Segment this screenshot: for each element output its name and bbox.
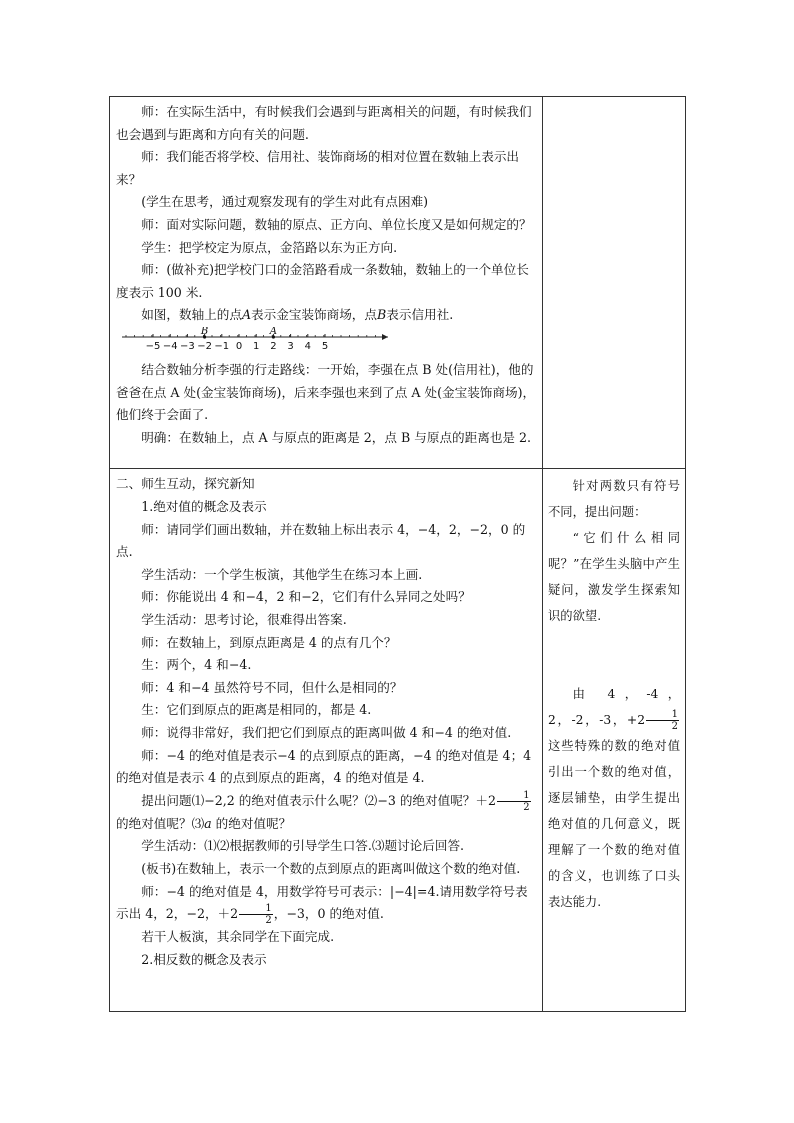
text-run: 如图，数轴上的点 bbox=[141, 307, 242, 323]
paragraph: 师：你能说出 4 和−4，2 和−2，它们有什么异同之处吗？ bbox=[141, 589, 471, 605]
paragraph: 学生活动：思考讨论，很难得出答案. bbox=[141, 611, 347, 627]
table-row bbox=[110, 469, 686, 1012]
paragraph: 师：4 和−4 虽然符号不同，但什么是相同的？ bbox=[141, 679, 403, 695]
paragraph: 若干人板演，其余同学在下面完成. bbox=[141, 929, 335, 945]
paragraph: 学生活动：⑴⑵根据教师的引导学生口答.⑶题讨论后回答. bbox=[141, 838, 465, 854]
point-a-label: A bbox=[269, 326, 278, 337]
paragraph: 师：(做补充)把学校门口的金箔路看成一条数轴，数轴上的一个单位长度表示 100 米. bbox=[116, 262, 529, 300]
number-line-tick-label: −2 bbox=[197, 340, 212, 352]
text-run: 的绝对值呢？⑶ bbox=[116, 815, 205, 831]
symbol-paragraph bbox=[116, 881, 536, 927]
number-line-figure bbox=[116, 327, 536, 357]
section-1-text bbox=[110, 97, 542, 449]
text-run: ，−3，0 的绝对值. bbox=[273, 906, 384, 922]
paragraph: 生：它们到原点的距离是相同的，都是 4. bbox=[141, 702, 372, 718]
paragraph: 师：在实际生活中，有时候我们会遇到与距离相关的问题，有时候我们也会遇到与距离和方向有关的问题. bbox=[116, 104, 532, 142]
fraction-denominator: 2 bbox=[523, 801, 530, 813]
fraction-numerator: 1 bbox=[646, 709, 679, 721]
point-b-label: B bbox=[200, 326, 209, 337]
sub-heading: 1.绝对值的概念及表示 bbox=[141, 499, 267, 514]
number-line-arrow bbox=[382, 334, 388, 340]
figure-intro bbox=[116, 304, 536, 327]
number-line-tick-label: 0 bbox=[235, 340, 243, 352]
note-cell bbox=[543, 469, 686, 1012]
number-line-tick-label: 1 bbox=[253, 340, 260, 352]
number-line-tick-label: 4 bbox=[304, 340, 311, 352]
paragraph: 师：−4 的绝对值是表示−4 的点到原点的距离，−4 的绝对值是 4；4 的绝对值是表示 4 的点到原点的距离，4 的绝对值是 4. bbox=[116, 747, 532, 786]
paragraph: (学生在思考，通过观察发现有的学生对此有点困难) bbox=[141, 194, 429, 210]
number-line-tick-label: −1 bbox=[214, 340, 230, 352]
paragraph: 明确：在数轴上，点 A 与原点的距离是 2，点 B 与原点的距离也是 2. bbox=[141, 429, 532, 445]
note-paragraph: “它们什么相同呢？”在学生头脑中产生疑问，激发学生探索知识的欲望. bbox=[548, 531, 680, 624]
paragraph: 师：在数轴上，到原点距离是 4 的点有几个？ bbox=[141, 634, 397, 650]
fraction-denominator: 2 bbox=[671, 721, 678, 733]
paragraph: 师：面对实际问题，数轴的原点、正方向、单位长度又是如何规定的？ bbox=[141, 216, 532, 232]
fraction bbox=[239, 903, 273, 926]
paragraph: 生：两个，4 和−4. bbox=[141, 657, 252, 673]
number-line-tick-label: 3 bbox=[287, 340, 294, 352]
text-run: 的绝对值呢？ bbox=[211, 815, 292, 831]
point-b-ref: B bbox=[376, 307, 387, 323]
section-heading: 二、师生互动，探究新知 bbox=[116, 476, 255, 492]
main-cell bbox=[110, 469, 543, 1012]
note-spacer bbox=[548, 629, 680, 681]
fraction-numerator: 1 bbox=[239, 903, 273, 915]
number-line-tick-label: 5 bbox=[321, 340, 329, 352]
fraction bbox=[646, 709, 679, 732]
paragraph: (板书)在数轴上，表示一个数的点到原点的距离叫做这个数的绝对值. bbox=[141, 860, 521, 876]
number-line-tick-label: 2 bbox=[270, 340, 277, 352]
text-run: 师：−4 的绝对值是 4，用数学符号可表示：|−4|=4.请用数学符号表示出 4，2，−2，＋2 bbox=[116, 883, 528, 922]
note-paragraph bbox=[548, 681, 680, 915]
note-paragraph: 针对两数只有符号不同，提出问题： bbox=[548, 479, 680, 520]
number-line-tick-label: −4 bbox=[162, 340, 178, 352]
number-line-svg bbox=[116, 327, 406, 357]
fraction-denominator: 2 bbox=[265, 915, 272, 927]
paragraph: 结合数轴分析李强的行走路线：一开始，李强在点 B 处(信用社)，他的爸爸在点 A 处(金宝装饰商场)，后来李强也来到了点 A 处(金宝装饰商场)，他们终于会面了. bbox=[116, 361, 536, 423]
teaching-notes bbox=[543, 469, 685, 915]
fraction-numerator: 1 bbox=[497, 790, 531, 802]
paragraph: 师：请同学们画出数轴，并在数轴上标出表示 4，−4，2，−2，0 的点. bbox=[116, 521, 526, 560]
text-run: 表示信用社. bbox=[386, 307, 454, 323]
text-run: 这些特殊的数的绝对值引出一个数的绝对值，逐层铺垫，由学生提出绝对值的几何意义，既理解了一个数的绝对值的含义，也训练了口头表达能力. bbox=[548, 739, 680, 910]
question-paragraph bbox=[116, 790, 536, 836]
main-cell bbox=[110, 97, 543, 469]
paragraph: 学生：把学校定为原点，金箔路以东为正方向. bbox=[141, 239, 398, 255]
note-cell-empty bbox=[543, 97, 686, 469]
number-line-tick-label: −5 bbox=[145, 340, 161, 352]
paragraph: 学生活动：一个学生板演，其他学生在练习本上画. bbox=[141, 566, 423, 582]
number-line-tick-label: −3 bbox=[180, 340, 195, 352]
point-a-ref: A bbox=[241, 307, 252, 323]
text-run: 表示金宝装饰商场，点 bbox=[251, 307, 377, 323]
paragraph: 师：说得非常好，我们把它们到原点的距离叫做 4 和−4 的绝对值. bbox=[141, 724, 512, 740]
section-2-text bbox=[110, 469, 542, 971]
paragraph: 师：我们能否将学校、信用社、装饰商场的相对位置在数轴上表示出来？ bbox=[116, 149, 519, 187]
table-row bbox=[110, 97, 686, 469]
lesson-plan-table bbox=[109, 96, 686, 1012]
fraction bbox=[497, 790, 531, 813]
text-run: 提出问题⑴−2,2 的绝对值表示什么呢？⑵−3 的绝对值呢？＋2 bbox=[141, 792, 497, 808]
variable-a: a bbox=[204, 815, 212, 831]
paragraph: 2.相反数的概念及表示 bbox=[141, 951, 267, 967]
text-run: 由 4，-4，2，-2，-3，+2 bbox=[548, 687, 680, 728]
